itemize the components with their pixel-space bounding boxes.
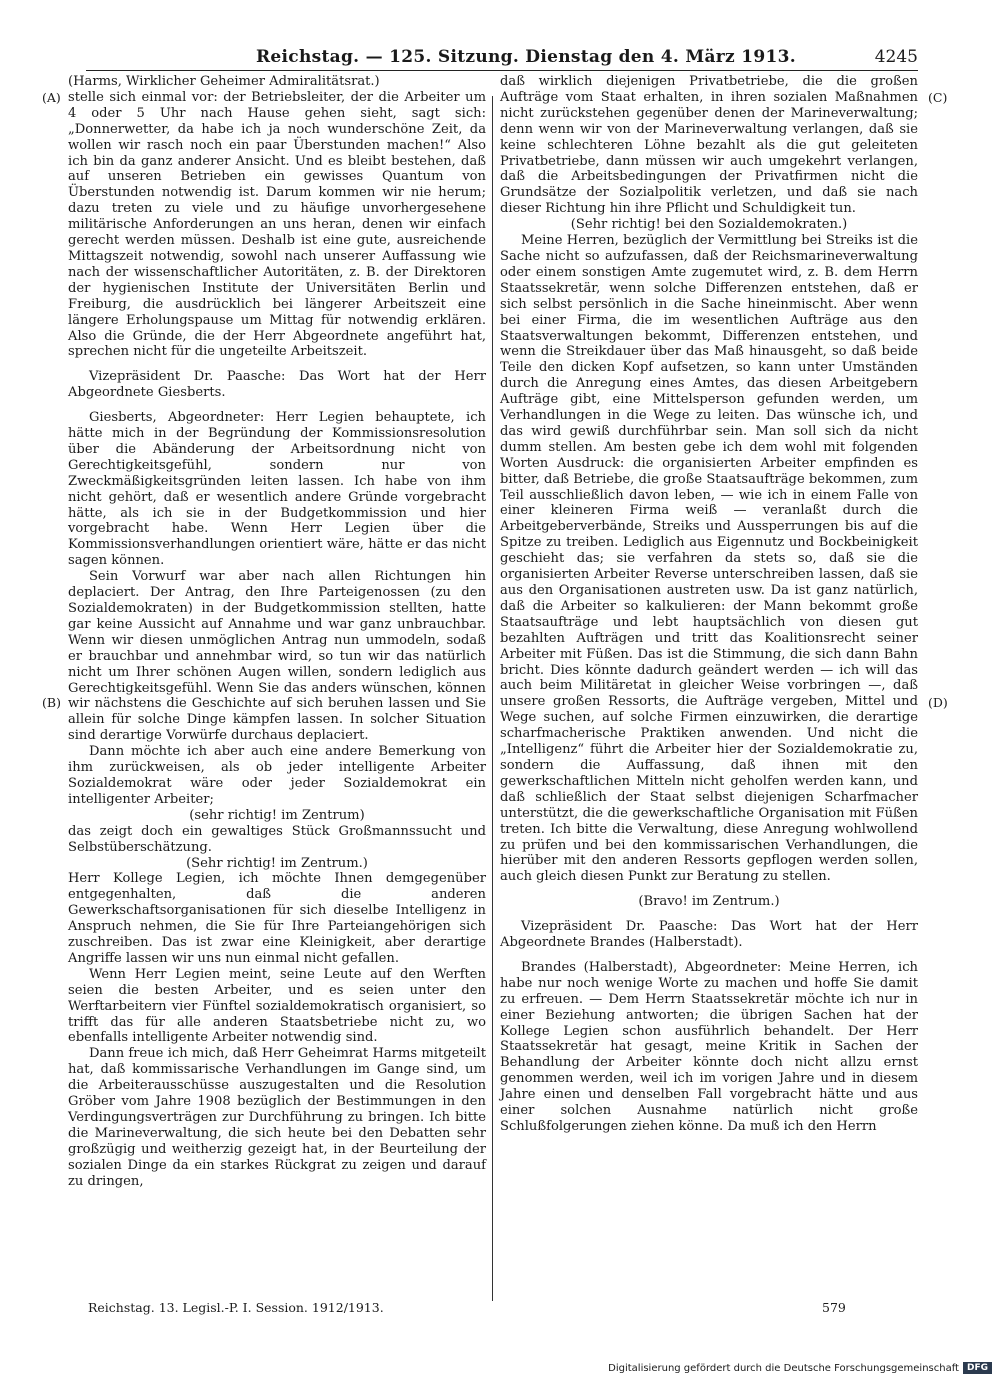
footer-session: Reichstag. 13. Legisl.-P. I. Session. 1912/1913. xyxy=(88,1300,384,1315)
credit-text: Digitalisierung gefördert durch die Deutsche Forschungsgemeinschaft xyxy=(608,1362,959,1374)
dfg-logo-icon: DFG xyxy=(963,1362,992,1374)
page-number: 4245 xyxy=(874,47,918,67)
paragraph: Meine Herren, bezüglich der Vermittlung bei Streiks ist die Sache nicht so aufzufassen, daß der Reichsmarineverwaltung oder einem sonstigen Amte zugemutet wird, z. B. dem Herrn Staatssekretär, wenn solche Differenzen entstehen, daß er sich selbst persönlich in die Sache hineinmischt. Aber wenn bei einer Firma, die im wesentlichen Aufträge aus den Staatsverwaltungen bekommt, Differenzen entstehen, und wenn die Streikdauer über das Maß hinausgeht, so daß beide Teile den dicken Kopf aufsetzen, so kann unter Umständen durch die Anregung eines Amtes, das diesen Arbeitgebern Aufträge gibt, eine Mittelsperson gefunden werden, um Verhandlungen in die Wege zu leiten. Das wünsche ich, und das wird gewiß durchführbar sein. Man soll sich da nicht dumm stellen. Am besten gebe ich dem wohl mit folgenden Worten Ausdruck: die organisierten Arbeiter empfinden es bitter, daß Betriebe, die große Staatsaufträge bekommen, zum Teil ausschließlich davon leben, — wie ich in einem Falle von einer kleineren Firma weiß — veranlaßt durch die Arbeitgeberverbände, Streiks und Aussperrungen bis auf die Spitze zu treiben. Lediglich aus Eigennutz und Bockbeinigkeit geschieht das; sie verfahren da stets so, daß sie die organisierten Arbeiter Reverse unterschreiben lassen, daß sie aus den Organisationen austreten usw. Da ist ganz natürlich, daß die Arbeiter so kalkulieren: der Mann bekommt große Staatsaufträge und lebt hauptsächlich von diesen gut bezahlten Aufträgen und tritt das Koalitionsrecht seiner Arbeiter mit Füßen. Das ist die Stimmung, die sich dann Bahn bricht. Dies könnte dadurch geändert werden — ich will das auch beim Militäretat in gleicher Weise vorbringen —, daß unsere großen Ressorts, die Aufträge vergeben, Mittel und Wege suchen, auf solche Firmen einzuwirken, die derartige scharfmacherische Praktiken anwenden. Und nicht die „Intelligenz“ führt die Arbeiter hier der Sozialdemokratie zu, sondern die Auffassung, daß ihnen mit den gewerkschaftlichen Mitteln nicht geholfen werden kann, und daß schließlich der Staat selbst diejenigen Scharfmacher unterstützt, die die gewerkschaftliche Organisation mit Füßen treten. Ich bitte die Verwaltung, diese Anregung wohlwollend zu prüfen und bei den kommissarischen Verhandlungen, die hierüber mit den anderen Ressorts gepflogen werden sollen, auch gleich diesen Punkt zur Beratung zu stellen. xyxy=(500,233,918,885)
chair-remark: Vizepräsident Dr. Paasche: Das Wort hat der Herr Abgeordnete Giesberts. xyxy=(68,369,486,401)
interjection: (Bravo! im Zentrum.) xyxy=(638,894,780,910)
paragraph: daß wirklich diejenigen Privatbetriebe, die die großen Aufträge vom Staat erhalten, in ihren sozialen Maßnahmen nicht zurückstehen gegenüber denen der Marineverwaltung; denn wenn wir von der Marineverwaltung verlangen, daß sie keine schlechteren Löhne bezahlt als die gut geleiteten Privatbetriebe, dann müssen wir auch umgekehrt verlangen, daß die Arbeitsbedingungen der Privatfirmen nicht die Grundsätze der Sozialpolitik verletzen, und daß sie nach dieser Richtung hin ihre Pflicht und Schuldigkeit tun. xyxy=(500,74,918,217)
digitization-credit xyxy=(608,1362,992,1374)
paragraph: Dann freue ich mich, daß Herr Geheimrat Harms mitgeteilt hat, daß kommissarische Verhandlungen im Gange sind, um die Arbeiterausschüsse auszugestalten und die Resolution Gröber vom Jahre 1908 bezüglich der Bestimmungen in den Verdingungsverträgen zur Durchführung zu bringen. Ich bitte die Marineverwaltung, die sich heute bei den Debatten sehr großzügig und weitherzig gezeigt hat, in der Beurteilung der sozialen Dinge da ein starkes Rückgrat zu zeigen und darauf zu dringen, xyxy=(68,1046,486,1189)
column-rule xyxy=(492,96,493,1301)
header-title: Reichstag. — 125. Sitzung. Dienstag den 4. März 1913. xyxy=(256,47,796,67)
paragraph: Dann möchte ich aber auch eine andere Bemerkung von ihm zurückweisen, als ob jeder intelligente Arbeiter Sozialdemokrat wäre oder jeder Sozialdemokrat ein intelligenter Arbeiter; xyxy=(68,744,486,807)
paragraph: Wenn Herr Legien meint, seine Leute auf den Werften seien die besten Arbeiter, und es seien unter den Werftarbeitern vier Fünftel sozialdemokratisch organisiert, so trifft das für alle anderen Staatsbetriebe nicht zu, wo ebenfalls intelligente Arbeiter notwendig sind. xyxy=(68,966,486,1046)
chair-remark: Vizepräsident Dr. Paasche: Das Wort hat der Herr Abgeordnete Brandes (Halberstadt). xyxy=(500,919,918,951)
interjection: (Sehr richtig! im Zentrum.) xyxy=(186,855,368,871)
interjection: (Sehr richtig! bei den Sozialdemokraten.) xyxy=(570,217,848,233)
margin-mark-a: (A) xyxy=(42,90,61,105)
paragraph: das zeigt doch ein gewaltiges Stück Großmannssucht und Selbstüberschätzung. xyxy=(68,823,486,855)
right-column xyxy=(500,74,918,1135)
paragraph: Brandes (Halberstadt), Abgeordneter: Meine Herren, ich habe nur noch wenige Worte zu machen und hoffe Sie damit zu erfreuen. — Dem Herrn Staatssekretär möchte ich nur in einer Beziehung antworten; die übrigen Sachen hat der Kollege Legien schon ausführlich behandelt. Der Herr Staatssekretär hat gesagt, meine Kritik in Sachen der Behandlung der Arbeiter könnte doch nicht allzu ernst genommen werden, weil ich im vorigen Jahre und in diesem Jahre einen und denselben Fall vorgebracht hätte und aus einer solchen Ausnahme natürlich nicht große Schlußfolgerungen ziehen könne. Da muß ich den Herrn xyxy=(500,959,918,1134)
paragraph: stelle sich einmal vor: der Betriebsleiter, der die Arbeiter um 4 oder 5 Uhr nach Hause gehen sieht, sagt sich: „Donnerwetter, da habe ich ja noch wunderschöne Zeit, da wollen wir rasch noch ein paar Überstunden machen!“ Also ich bin da ganz anderer Ansicht. Und es bleibt bestehen, daß auf unseren Betrieben ein gewisses Quantum von Überstunden notwendig ist. Darum kommen wir nie herum; dazu treten zu viele und zu häufige unvorhergesehene militärische Anforderungen an uns heran, denen wir einfach gerecht werden müssen. Deshalb ist eine gute, ausreichende Mittagszeit notwendig, sowohl nach unserer Auffassung wie nach der wissenschaftlicher Autoritäten, z. B. der Direktoren der hygienischen Institute der Universitäten Berlin und Freiburg, die ausdrücklich bei längerer Arbeitszeit eine längere Erholungspause um Mittag für notwendig erklären. Also die Gründe, die der Herr Abgeordnete angeführt hat, sprechen nicht für die ungeteilte Arbeitszeit. xyxy=(68,89,486,360)
page-header xyxy=(86,47,918,69)
left-column xyxy=(68,74,486,1190)
margin-mark-c: (C) xyxy=(928,90,948,105)
paragraph: Herr Kollege Legien, ich möchte Ihnen demgegenüber entgegenhalten, daß die anderen Gewerkschaftsorganisationen für sich dieselbe Intelligenz in Anspruch nehmen, die Sie für Ihre Parteiangehörigen sich zuschreiben. Das ist zwar eine Kleinigkeit, aber derartige Angriffe lassen wir uns nun einmal nicht gefallen. xyxy=(68,871,486,966)
header-rule xyxy=(86,70,918,71)
paragraph: Giesberts, Abgeordneter: Herr Legien behauptete, ich hätte mich in der Begründung der Kommissionsresolution über die Abänderung der Arbeitsordnung nicht von Gerechtigkeitsgefühl, sondern nur von Zweckmäßigkeitsgründen leiten lassen. Ich habe von ihm nicht gehört, daß er wesentlich andere Gründe vorgebracht hätte, als ich sie in der Budgetkommission und hier vorgebracht habe. Wenn Herr Legien über die Kommissionsverhandlungen orientiert wäre, hätte er das nicht sagen können. xyxy=(68,410,486,569)
interjection: (sehr richtig! im Zentrum) xyxy=(189,807,365,823)
margin-mark-d: (D) xyxy=(928,695,948,710)
paragraph: Sein Vorwurf war aber nach allen Richtungen hin deplaciert. Der Antrag, den Ihre Parteigenossen (zu den Sozialdemokraten) in der Budgetkommission stellten, hatte gar keine Aussicht auf Annahme und war ganz unbrauchbar. Wenn wir diesen unmöglichen Antrag nun ummodeln, sodaß er brauchbar und annehmbar wird, so tun wir das natürlich nicht um Ihrer schönen Augen willen, sondern lediglich aus Gerechtigkeitsgefühl. Wenn Sie das anders wünschen, können wir nächstens die Geschichte auf sich beruhen lassen und Sie allein für solche Dinge kämpfen lassen. In solcher Situation sind derartige Vorwürfe durchaus deplaciert. xyxy=(68,569,486,744)
speaker-line: (Harms, Wirklicher Geheimer Admiralitätsrat.) xyxy=(68,74,380,89)
footer-sheet-number: 579 xyxy=(822,1300,846,1315)
margin-mark-b: (B) xyxy=(42,695,61,710)
